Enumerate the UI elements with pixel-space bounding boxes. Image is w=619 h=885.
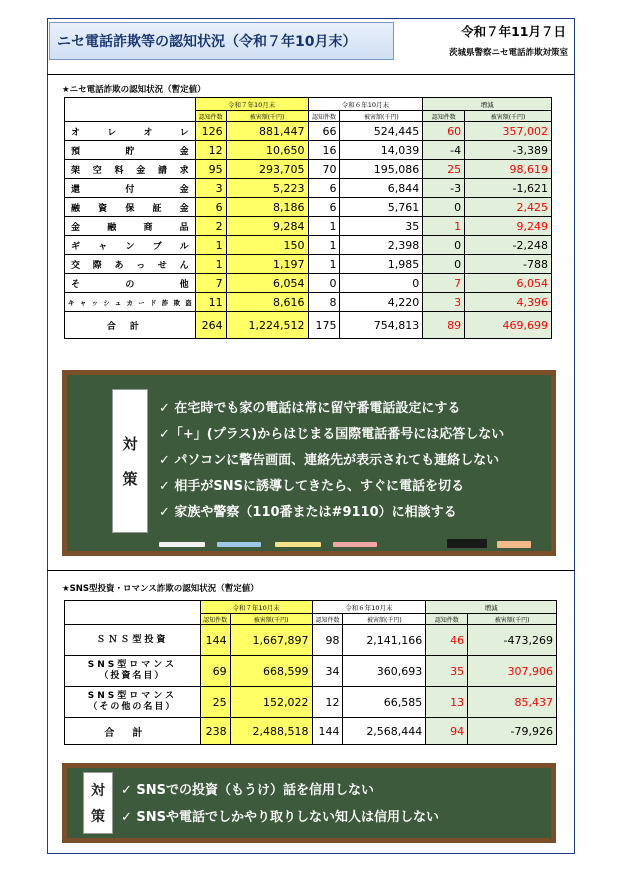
table-row — [65, 141, 552, 160]
page-title: ニセ電話詐欺等の認知状況（令和７年10月末） — [49, 22, 394, 60]
measure-line: ✓ パソコンに警告画面、連絡先が表示されても連絡しない — [159, 453, 500, 468]
diff-count-cell: 0 — [423, 236, 465, 255]
col-header: 認知件数 — [308, 111, 340, 122]
corner-cell — [65, 98, 196, 111]
diff-count-cell: 35 — [426, 656, 468, 687]
row-label-sub: （その他の名目） — [88, 702, 177, 712]
group-header: 令和６年10月末 — [312, 601, 426, 614]
damage-cell: 8,186 — [226, 198, 308, 217]
total-cell: 1,224,512 — [226, 312, 308, 339]
col-header: 認知件数 — [195, 111, 226, 122]
row-label — [65, 625, 201, 656]
total-row — [65, 718, 557, 745]
group-header: 令和７年10月末 — [195, 98, 308, 111]
count-cell: 6 — [308, 198, 340, 217]
table-row — [65, 625, 557, 656]
diff-damage-cell: -473,269 — [468, 625, 557, 656]
col-header: 被害額(千円) — [230, 614, 312, 625]
row-label — [65, 687, 201, 718]
diff-count-cell: 1 — [423, 217, 465, 236]
total-cell: 238 — [200, 718, 230, 745]
diff-damage-cell: 6,054 — [465, 274, 552, 293]
damage-cell: 35 — [340, 217, 423, 236]
diff-damage-cell: 98,619 — [465, 160, 552, 179]
row-label: 金融商品 — [65, 217, 196, 236]
diff-count-cell: 0 — [423, 255, 465, 274]
total-cell: 175 — [308, 312, 340, 339]
measures-label-bottom: 策 — [122, 470, 138, 488]
group-header: 増減 — [423, 98, 552, 111]
damage-cell: 2,141,166 — [343, 625, 426, 656]
col-header: 被害額(千円) — [343, 614, 426, 625]
chalk-yellow — [275, 542, 321, 547]
count-cell: 95 — [195, 160, 226, 179]
eraser — [447, 539, 487, 548]
table-row — [65, 293, 552, 312]
damage-cell: 195,086 — [340, 160, 423, 179]
row-label-sub: （投資名目） — [99, 671, 166, 681]
damage-cell: 1,985 — [340, 255, 423, 274]
count-cell: 144 — [200, 625, 230, 656]
sns-fraud-table — [64, 600, 557, 745]
count-cell: 98 — [312, 625, 343, 656]
count-cell: 1 — [308, 217, 340, 236]
count-cell: 11 — [195, 293, 226, 312]
fraud-table — [64, 97, 552, 339]
count-cell: 66 — [308, 122, 340, 141]
damage-cell: 14,039 — [340, 141, 423, 160]
row-label: ギャンブル — [65, 236, 196, 255]
total-cell: 264 — [195, 312, 226, 339]
chalkboard-2 — [62, 763, 556, 843]
damage-cell: 66,585 — [343, 687, 426, 718]
section1-label: ★ニセ電話詐欺の認知状況（暫定値） — [62, 85, 206, 95]
measures-label-top: 対 — [122, 435, 138, 453]
total-cell: -79,926 — [468, 718, 557, 745]
count-cell: 70 — [308, 160, 340, 179]
corner-cell — [65, 614, 201, 625]
col-header: 被害額(千円) — [226, 111, 308, 122]
damage-cell: 881,447 — [226, 122, 308, 141]
damage-cell: 293,705 — [226, 160, 308, 179]
count-cell: 6 — [308, 179, 340, 198]
chalkboard-1 — [62, 370, 556, 556]
count-cell: 3 — [195, 179, 226, 198]
count-cell: 1 — [195, 236, 226, 255]
diff-count-cell: -4 — [423, 141, 465, 160]
row-label: キャッシュカード詐欺盗 — [65, 293, 196, 312]
damage-cell: 4,220 — [340, 293, 423, 312]
count-cell: 126 — [195, 122, 226, 141]
col-header: 被害額(千円) — [468, 614, 557, 625]
measure-line: ✓ SNSでの投資（もうけ）話を信用しない — [121, 783, 375, 798]
diff-damage-cell: 4,396 — [465, 293, 552, 312]
table-row — [65, 179, 552, 198]
measure-line: ✓ 在宅時でも家の電話は常に留守番電話設定にする — [159, 401, 461, 416]
office-name: 茨城県警察ニセ電話詐欺対策室 — [448, 48, 568, 58]
count-cell: 16 — [308, 141, 340, 160]
total-cell: 89 — [423, 312, 465, 339]
row-label — [65, 656, 201, 687]
diff-count-cell: 60 — [423, 122, 465, 141]
row-label: 融資保証金 — [65, 198, 196, 217]
row-label-main: SNS型ロマンス — [87, 660, 177, 670]
total-label: 合計 — [65, 718, 201, 745]
damage-cell: 5,761 — [340, 198, 423, 217]
corner-cell — [65, 601, 201, 614]
row-label-main: SNS型ロマンス — [87, 691, 177, 701]
corner-cell — [65, 111, 196, 122]
diff-damage-cell: -1,621 — [465, 179, 552, 198]
diff-count-cell: 7 — [423, 274, 465, 293]
count-cell: 6 — [195, 198, 226, 217]
diff-count-cell: 46 — [426, 625, 468, 656]
table-row — [65, 687, 557, 718]
measures-label-bottom: 策 — [91, 809, 105, 825]
diff-count-cell: 3 — [423, 293, 465, 312]
count-cell: 69 — [200, 656, 230, 687]
damage-cell: 668,599 — [230, 656, 312, 687]
table-row — [65, 198, 552, 217]
damage-cell: 8,616 — [226, 293, 308, 312]
diff-damage-cell: 2,425 — [465, 198, 552, 217]
col-header: 認知件数 — [200, 614, 230, 625]
count-cell: 12 — [195, 141, 226, 160]
damage-cell: 360,693 — [343, 656, 426, 687]
measure-line: ✓ 家族や警察（110番または#9110）に相談する — [159, 505, 457, 520]
section2-label: ★SNS型投資・ロマンス詐欺の認知状況（暫定値） — [62, 584, 259, 594]
table-row — [65, 122, 552, 141]
row-label: 交際あっせん — [65, 255, 196, 274]
table-row — [65, 274, 552, 293]
table-row — [65, 236, 552, 255]
chalk-orange — [497, 541, 531, 548]
chalk-pink — [333, 542, 377, 547]
col-header: 被害額(千円) — [340, 111, 423, 122]
measures-label-top: 対 — [91, 783, 105, 799]
damage-cell: 152,022 — [230, 687, 312, 718]
total-row — [65, 312, 552, 339]
total-cell: 2,568,444 — [343, 718, 426, 745]
col-header: 認知件数 — [426, 614, 468, 625]
count-cell: 34 — [312, 656, 343, 687]
diff-damage-cell: -788 — [465, 255, 552, 274]
col-header: 認知件数 — [312, 614, 343, 625]
diff-count-cell: 0 — [423, 198, 465, 217]
row-label-main: ＳＮＳ型投資 — [96, 634, 169, 645]
damage-cell: 10,650 — [226, 141, 308, 160]
total-cell: 754,813 — [340, 312, 423, 339]
divider — [47, 570, 575, 571]
row-label: 還付金 — [65, 179, 196, 198]
group-header: 令和６年10月末 — [308, 98, 423, 111]
diff-count-cell: -3 — [423, 179, 465, 198]
measure-line: ✓ SNSや電話でしかやり取りしない知人は信用しない — [121, 810, 440, 825]
damage-cell: 150 — [226, 236, 308, 255]
diff-damage-cell: 357,002 — [465, 122, 552, 141]
row-label: 預貯金 — [65, 141, 196, 160]
diff-damage-cell: -2,248 — [465, 236, 552, 255]
measure-line: ✓「+」(プラス)からはじまる国際電話番号には応答しない — [159, 427, 505, 442]
count-cell: 8 — [308, 293, 340, 312]
count-cell: 1 — [195, 255, 226, 274]
chalk-blue — [217, 542, 261, 547]
table-row — [65, 255, 552, 274]
row-label: 架空料金請求 — [65, 160, 196, 179]
count-cell: 1 — [308, 255, 340, 274]
diff-count-cell: 25 — [423, 160, 465, 179]
col-header: 被害額(千円) — [465, 111, 552, 122]
damage-cell: 0 — [340, 274, 423, 293]
measures-label — [112, 389, 148, 533]
total-cell: 2,488,518 — [230, 718, 312, 745]
group-header: 増減 — [426, 601, 557, 614]
damage-cell: 6,054 — [226, 274, 308, 293]
count-cell: 0 — [308, 274, 340, 293]
row-label: オレオレ — [65, 122, 196, 141]
count-cell: 25 — [200, 687, 230, 718]
divider — [47, 74, 575, 75]
diff-damage-cell: 85,437 — [468, 687, 557, 718]
damage-cell: 6,844 — [340, 179, 423, 198]
measure-line: ✓ 相手がSNSに誘導してきたら、すぐに電話を切る — [159, 479, 465, 494]
count-cell: 1 — [308, 236, 340, 255]
damage-cell: 524,445 — [340, 122, 423, 141]
count-cell: 7 — [195, 274, 226, 293]
table-row — [65, 656, 557, 687]
total-cell: 469,699 — [465, 312, 552, 339]
group-header: 令和７年10月末 — [200, 601, 312, 614]
col-header: 認知件数 — [423, 111, 465, 122]
count-cell: 2 — [195, 217, 226, 236]
chalk-white — [159, 542, 205, 547]
total-label: 合計 — [65, 312, 196, 339]
diff-damage-cell: 9,249 — [465, 217, 552, 236]
table-row — [65, 160, 552, 179]
damage-cell: 1,197 — [226, 255, 308, 274]
damage-cell: 9,284 — [226, 217, 308, 236]
diff-damage-cell: 307,906 — [468, 656, 557, 687]
diff-damage-cell: -3,389 — [465, 141, 552, 160]
date-block — [404, 22, 570, 58]
table-row — [65, 217, 552, 236]
damage-cell: 2,398 — [340, 236, 423, 255]
count-cell: 12 — [312, 687, 343, 718]
diff-count-cell: 13 — [426, 687, 468, 718]
damage-cell: 1,667,897 — [230, 625, 312, 656]
damage-cell: 5,223 — [226, 179, 308, 198]
row-label: その他 — [65, 274, 196, 293]
total-cell: 144 — [312, 718, 343, 745]
report-date: 令和７年11月７日 — [461, 24, 566, 39]
total-cell: 94 — [426, 718, 468, 745]
measures-label — [83, 772, 113, 834]
